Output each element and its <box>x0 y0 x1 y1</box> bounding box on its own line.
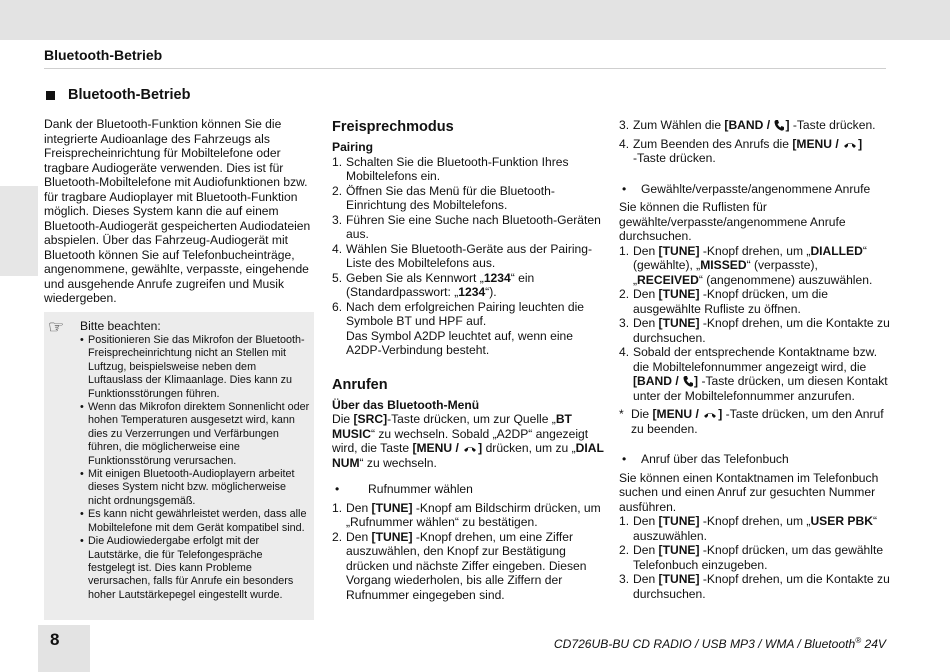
page-tab <box>38 625 90 672</box>
chapter-tab <box>0 186 38 276</box>
calls-intro: Sie können die Ruflisten für gewählte/verpasste/angenommene Anrufe durchsuchen. <box>619 200 846 243</box>
footer-product: CD726UB-BU CD RADIO / USB MP3 / WMA / Bluetooth® 24V <box>553 636 886 652</box>
phone-call-icon <box>683 375 693 387</box>
pairing-step: 2. Öffnen Sie das Menü für die Bluetooth-Einrichtung des Mobiltelefons. <box>332 183 555 212</box>
calls-heading: • Gewählte/verpasste/angenommene Anrufe <box>622 181 871 196</box>
menu-title: Über das Bluetooth-Menü <box>332 397 480 412</box>
pairing-step: 4. Wählen Sie Bluetooth-Geräte aus der Pairing-Liste des Mobiltelefons aus. <box>332 241 593 270</box>
anrufen-paragraph: Die [SRC]-Taste drücken, um zur Quelle „BT MUSIC“ zu wechseln. Sobald „A2DP“ angezeigt wird, die Taste [MENU / ] drücken, um zu „DIAL NUM“ zu wechseln. <box>332 412 604 470</box>
intro-paragraph: Dank der Bluetooth-Funktion können Sie die integrierte Audioanlage des Fahrzeugs als Freisprecheinrichtung für Mobiltelefone oder tragbare Audiogeräte verwenden. Dies ist für Bluetooth-Mobiltelefone mit Audiofunktionen bzw. für tragbare Audioplayer mit Bluetooth-Funktion möglich. Dieses System kann die auf einem Bluetooth-Audiogerät gespeicherten Audiodateien abspielen. Über das Fahrzeug-Audiogerät mit Bluetooth können Sie auf Telefonbucheinträge, angenommene, gewählte, verpasste, eingehende und ausgehende Anrufe zugreifen und Musik wiedergeben. <box>44 117 311 305</box>
section-heading <box>44 87 190 103</box>
calls-step: 3. Den [TUNE] -Knopf drehen, um die Kontakte zu durchsuchen. <box>619 316 890 345</box>
note-list <box>80 334 310 602</box>
pairing-step: 6. Nach dem erfolgreichen Pairing leuchten die Symbole BT und HPF auf. Das Symbol A2DP leuchtet auf, wenn eine A2DP-Verbindung besteht. <box>332 299 584 357</box>
note-item: • Wenn das Mikrofon direktem Sonnenlicht oder hohen Temperaturen ausgesetzt wird, kann dies zu Verzerrungen und Verfärbungen führen, die möglicherweise eine Funktionsstörung verursachen. <box>80 401 310 468</box>
pairing-step: 3. Führen Sie eine Suche nach Bluetooth-Geräten aus. <box>332 212 601 241</box>
phonebook-intro: Sie können einen Kontaktnamen im Telefonbuch suchen und einen Anruf zur gesuchten Nummer ausführen. <box>619 470 879 514</box>
phone-hangup-icon <box>703 410 717 420</box>
phone-hangup-icon <box>843 140 857 150</box>
running-title: Bluetooth-Betrieb <box>44 47 163 63</box>
phonebook-heading: • Anruf über das Telefonbuch <box>622 452 789 466</box>
dial-step: 3. Zum Wählen die [BAND / ] -Taste drücken. <box>619 118 876 132</box>
pairing-step: 5. Geben Sie als Kennwort „1234“ ein (Standardpasswort: „1234“). <box>332 270 535 299</box>
phonebook-step: 1. Den [TUNE] -Knopf drehen, um „USER PBK“ auszuwählen. <box>619 514 877 543</box>
note-item: • Die Audiowiedergabe erfolgt mit der Lautstärke, die für Telefongespräche festgelegt ist. Dies kann Probleme verursachen, falls für Anrufe ein besonders hoher Lautstärkepegel eingestellt wurde. <box>80 535 310 602</box>
column-right <box>619 118 891 601</box>
calls-step: 4. Sobald der entsprechende Kontaktname bzw. die Mobiltelefonnummer angezeigt wird, die [BAND / ] -Taste drücken, um diesen Kontakt unter der Mobiltelefonnummer anzurufen. <box>619 345 888 403</box>
section-title: Bluetooth-Betrieb <box>68 87 191 103</box>
anrufen-title: Anrufen <box>332 376 388 393</box>
note-box <box>44 312 314 620</box>
hangup-note: * Die [MENU / ] -Taste drücken, um den Anruf zu beenden. <box>619 407 884 436</box>
rufnummer-heading: • Rufnummer wählen <box>335 482 473 496</box>
calls-step: 1. Den [TUNE] -Knopf drehen, um „DIALLED“ (gewählte), „MISSED“ (verpasste), „RECEIVED“ (angenommene) auszuwählen. <box>619 243 873 287</box>
top-band <box>0 0 950 40</box>
pairing-step: 1. Schalten Sie die Bluetooth-Funktion Ihres Mobiltelefons ein. <box>332 154 569 183</box>
dial-step: 2. Den [TUNE] -Knopf drehen, um eine Ziffer auszuwählen, den Knopf zur Bestätigung drücken und nächste Ziffer eingeben. Diesen Vorgang wiederholen, bis alle Ziffern der Rufnummer eingegeben sind. <box>332 529 587 602</box>
note-item: • Es kann nicht gewährleistet werden, dass alle Mobiltelefone mit dem Gerät kompatibel sind. <box>80 508 310 535</box>
phone-call-icon <box>774 119 784 131</box>
note-item: • Mit einigen Bluetooth-Audioplayern arbeitet dieses System nicht bzw. möglicherweise nicht ordnungsgemäß. <box>80 468 310 508</box>
pointing-hand-icon: ☞ <box>48 317 65 337</box>
column-left <box>44 117 314 306</box>
divider <box>44 68 886 69</box>
phonebook-step: 2. Den [TUNE] -Knopf drücken, um das gewählte Telefonbuch einzugeben. <box>619 543 884 572</box>
dial-step: 4. Zum Beenden des Anrufs die [MENU / ] -Taste drücken. <box>619 136 863 165</box>
square-bullet-icon <box>46 91 55 100</box>
note-item: • Positionieren Sie das Mikrofon der Bluetooth-Freisprecheinrichtung nicht an Stellen mit Luftzug, beispielsweise neben dem Luftauslass der Klimaanlage. Dies kann zu Funktionsstörungen führen. <box>80 334 310 401</box>
dial-step: 1. Den [TUNE] -Knopf am Bildschirm drücken, um „Rufnummer wählen“ zu bestätigen. <box>332 500 601 529</box>
freisprech-title: Freisprechmodus <box>332 119 454 135</box>
page-number: 8 <box>50 630 60 649</box>
calls-step: 2. Den [TUNE] -Knopf drücken, um die ausgewählte Rufliste zu öffnen. <box>619 287 828 316</box>
phone-hangup-icon <box>463 444 477 454</box>
note-title: Bitte beachten: <box>80 319 161 333</box>
phonebook-step: 3. Den [TUNE] -Knopf drehen, um die Kontakte zu durchsuchen. <box>619 572 890 601</box>
column-middle <box>332 118 604 602</box>
pairing-title: Pairing <box>332 140 373 154</box>
